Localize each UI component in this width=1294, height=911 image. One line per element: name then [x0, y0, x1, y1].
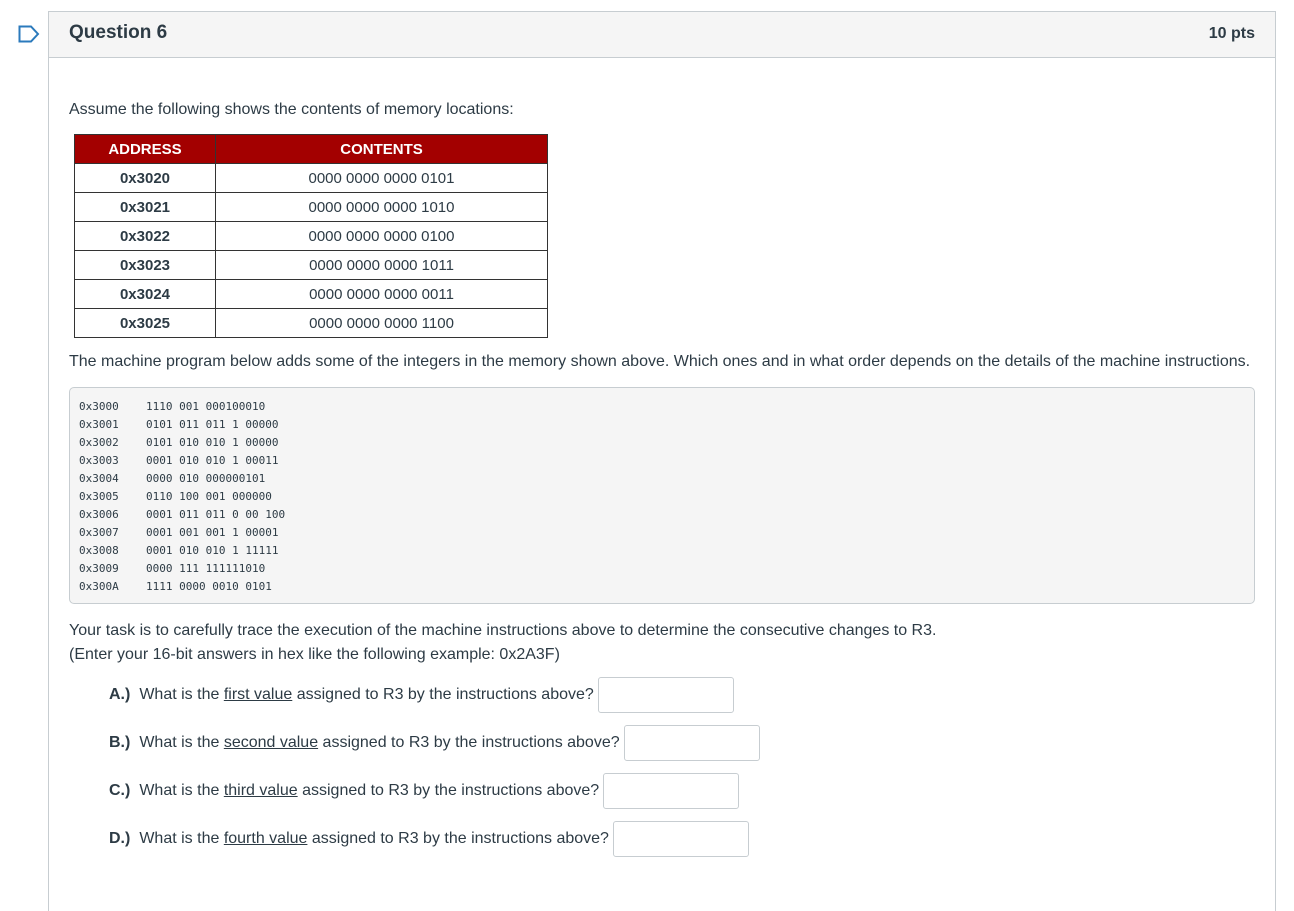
address-cell: 0x3025: [75, 309, 216, 338]
code-line: [79, 524, 1245, 542]
table-row: [75, 164, 548, 193]
code-address: 0x3000: [79, 400, 119, 413]
answer-b-input[interactable]: [624, 725, 760, 761]
answer-text-pre: What is the: [139, 734, 224, 751]
flag-question-icon[interactable]: [18, 25, 40, 43]
table-row: [75, 309, 548, 338]
answer-emphasis: fourth value: [223, 830, 308, 847]
code-address: 0x3004: [79, 472, 119, 485]
code-line: [79, 434, 1245, 452]
answer-row-a: [109, 677, 734, 713]
code-instruction: 0101 010 010 1 00000: [146, 436, 279, 449]
answer-text-post: assigned to R3 by the instructions above?: [318, 734, 620, 751]
task-line-1: Your task is to carefully trace the execution of the machine instructions above to determine the consecutive changes to R3.: [69, 622, 937, 639]
answer-text-pre: What is the: [139, 686, 224, 703]
question-panel: [48, 11, 1276, 911]
table-row: [75, 222, 548, 251]
answer-text-post: assigned to R3 by the instructions above?: [292, 686, 594, 703]
code-line: [79, 488, 1245, 506]
table-row: [75, 251, 548, 280]
task-line-2: (Enter your 16-bit answers in hex like the following example: 0x2A3F): [69, 646, 560, 663]
memory-table: [74, 134, 548, 338]
code-instruction: 1111 0000 0010 0101: [146, 580, 272, 593]
code-address: 0x3006: [79, 508, 119, 521]
code-instruction: 1110 001 000100010: [146, 400, 266, 413]
code-instruction: 0001 011 011 0 00 100: [146, 508, 286, 521]
answer-label: A.): [109, 686, 131, 703]
code-line: [79, 416, 1245, 434]
code-instruction: 0000 111 111111010: [146, 562, 266, 575]
answer-d-input[interactable]: [613, 821, 749, 857]
code-address: 0x3002: [79, 436, 119, 449]
code-line: [79, 470, 1245, 488]
answer-text-pre: What is the: [139, 782, 224, 799]
answer-emphasis: third value: [223, 782, 298, 799]
header-contents: CONTENTS: [216, 135, 548, 164]
contents-cell: 0000 0000 0000 0100: [216, 222, 548, 251]
code-address: 0x3001: [79, 418, 119, 431]
task-instructions: [69, 619, 936, 667]
program-description: The machine program below adds some of the integers in the memory shown above. Which ones and in what order depends on the details of the machine instructions.: [69, 353, 1251, 370]
answer-a-input[interactable]: [598, 677, 734, 713]
code-instruction: 0000 010 000000101: [146, 472, 266, 485]
contents-cell: 0000 0000 0000 1100: [216, 309, 548, 338]
address-cell: 0x3021: [75, 193, 216, 222]
code-instruction: 0001 010 010 1 00011: [146, 454, 279, 467]
address-cell: 0x3020: [75, 164, 216, 193]
code-address: 0x3009: [79, 562, 119, 575]
answer-text-post: assigned to R3 by the instructions above?: [297, 782, 600, 799]
address-cell: 0x3022: [75, 222, 216, 251]
contents-cell: 0000 0000 0000 1010: [216, 193, 548, 222]
answer-emphasis: second value: [223, 734, 319, 751]
answer-text-post: assigned to R3 by the instructions above?: [307, 830, 609, 847]
question-title: Question 6: [69, 22, 168, 43]
code-address: 0x300A: [79, 580, 119, 593]
code-line: [79, 560, 1245, 578]
address-cell: 0x3024: [75, 280, 216, 309]
address-cell: 0x3023: [75, 251, 216, 280]
question-points: 10 pts: [1208, 25, 1255, 42]
code-line: [79, 578, 1245, 596]
program-code-block: [69, 387, 1255, 604]
code-address: 0x3005: [79, 490, 119, 503]
table-row: [75, 193, 548, 222]
answer-c-input[interactable]: [603, 773, 739, 809]
code-address: 0x3007: [79, 526, 119, 539]
answer-row-d: [109, 821, 749, 857]
code-instruction: 0001 001 001 1 00001: [146, 526, 279, 539]
code-line: [79, 506, 1245, 524]
contents-cell: 0000 0000 0000 0011: [216, 280, 548, 309]
contents-cell: 0000 0000 0000 1011: [216, 251, 548, 280]
answer-row-b: [109, 725, 760, 761]
header-address: ADDRESS: [75, 135, 216, 164]
contents-cell: 0000 0000 0000 0101: [216, 164, 548, 193]
code-address: 0x3008: [79, 544, 119, 557]
code-instruction: 0001 010 010 1 11111: [146, 544, 279, 557]
code-instruction: 0101 011 011 1 00000: [146, 418, 279, 431]
code-address: 0x3003: [79, 454, 119, 467]
answer-emphasis: first value: [223, 686, 293, 703]
answer-text-pre: What is the: [139, 830, 224, 847]
answer-label: D.): [109, 830, 131, 847]
table-row: [75, 280, 548, 309]
code-line: [79, 398, 1245, 416]
answer-label: C.): [109, 782, 131, 799]
intro-text: Assume the following shows the contents of memory locations:: [69, 101, 514, 118]
code-line: [79, 452, 1245, 470]
code-instruction: 0110 100 001 000000: [146, 490, 272, 503]
code-line: [79, 542, 1245, 560]
answer-row-c: [109, 773, 739, 809]
question-header: [49, 12, 1275, 58]
answer-label: B.): [109, 734, 131, 751]
